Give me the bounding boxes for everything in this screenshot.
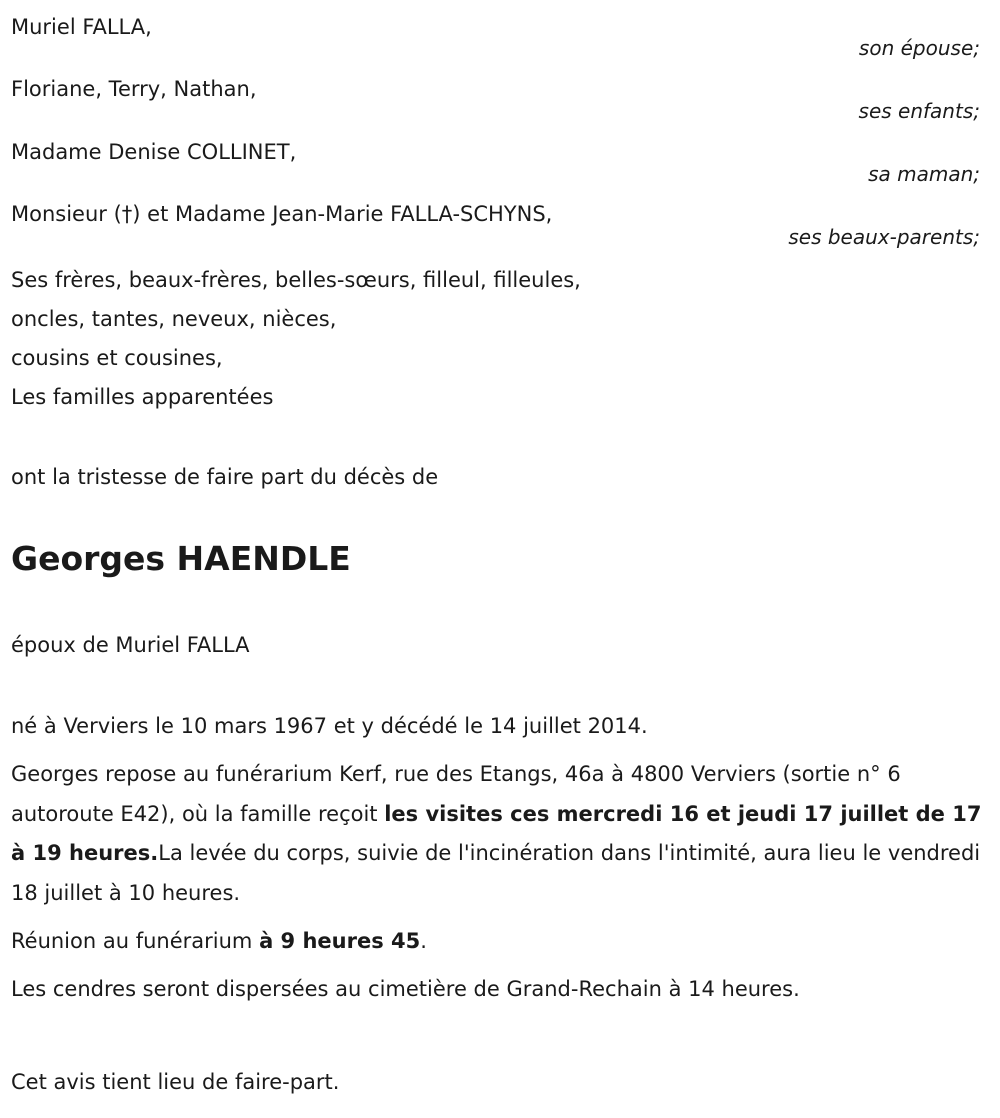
other-line: Ses frères, beaux-frères, belles-sœurs, filleul, filleules, [11, 268, 581, 292]
family-relation-2: ses enfants; [858, 99, 980, 123]
reunion-time: à 9 heures 45 [259, 929, 421, 953]
details-text: La levée du corps, suivie de l'incinération dans l'intimité, aura lieu le vendredi 18 juillet à 10 heures. [11, 841, 981, 905]
other-line: oncles, tantes, neveux, nièces, [11, 307, 337, 331]
other-relatives [11, 261, 986, 417]
family-name-2: Floriane, Terry, Nathan, [11, 77, 257, 101]
family-name-3: Madame Denise COLLINET, [11, 140, 297, 164]
funeral-details [11, 755, 991, 913]
reunion-text: Réunion au funérarium [11, 929, 260, 953]
family-name-1: Muriel FALLA, [11, 15, 152, 39]
ashes: Les cendres seront dispersées au cimetière de Grand-Rechain à 14 heures. [11, 977, 800, 1001]
other-line: Les familles apparentées [11, 385, 274, 409]
reunion-end: . [420, 929, 427, 953]
family-relation-3: sa maman; [868, 162, 980, 186]
details-text: Georges repose au funérarium Kerf, rue des Etangs, 46a à 4800 Verviers (sortie n° 6 autoroute E42), où la famille reçoit [11, 762, 901, 826]
visit-times: les visites ces mercredi 16 et jeudi 17 juillet de 17 à 19 heures. [11, 801, 982, 865]
spouse-line: époux de Muriel FALLA [11, 633, 250, 657]
closing: Cet avis tient lieu de faire-part. [11, 1070, 340, 1094]
reunion [11, 922, 991, 962]
family-relation-1: son épouse; [858, 36, 980, 60]
deceased-name: Georges HAENDLE [11, 539, 351, 578]
family-relation-4: ses beaux-parents; [788, 225, 980, 249]
family-name-4: Monsieur (†) et Madame Jean-Marie FALLA-SCHYNS, [11, 202, 553, 226]
other-line: cousins et cousines, [11, 346, 223, 370]
birth-death: né à Verviers le 10 mars 1967 et y décédé le 14 juillet 2014. [11, 714, 648, 738]
announcement: ont la tristesse de faire part du décès de [11, 465, 439, 489]
